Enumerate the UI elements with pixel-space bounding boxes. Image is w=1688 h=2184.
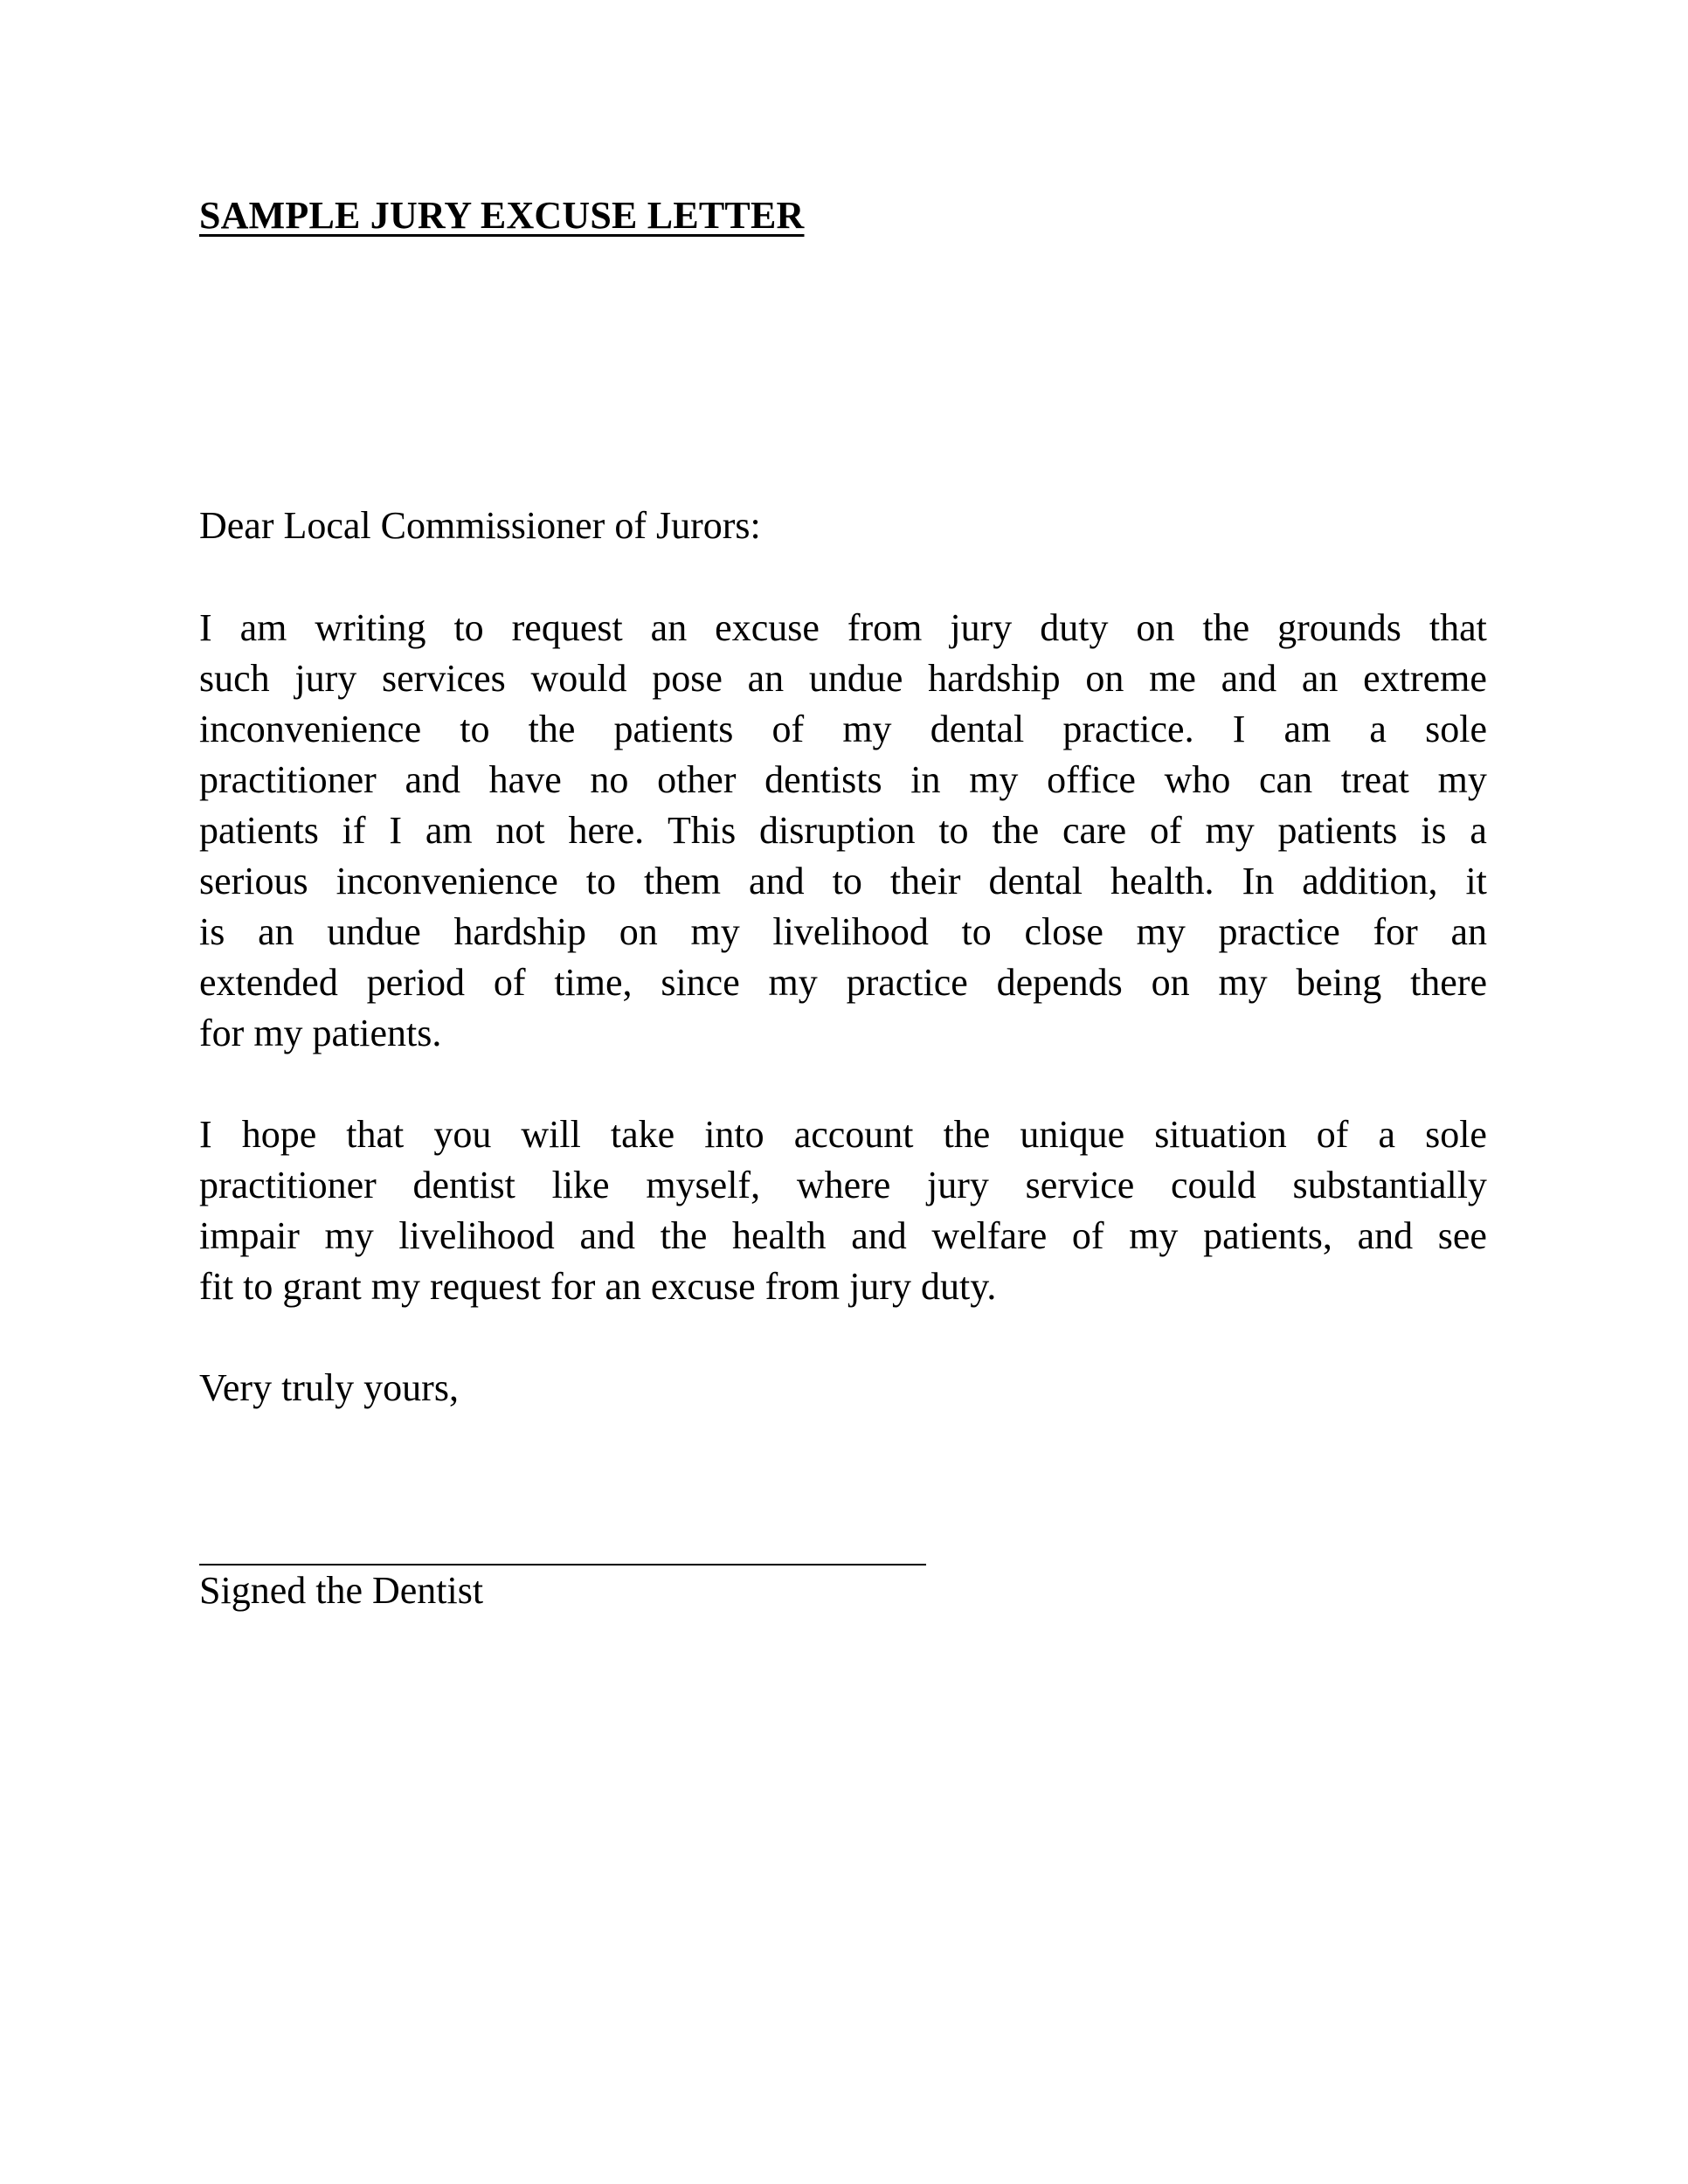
word: on — [1136, 606, 1175, 649]
word: sole — [1425, 708, 1487, 750]
word: jury — [294, 657, 357, 700]
word: to — [460, 708, 490, 750]
word: and — [1357, 1214, 1414, 1257]
word: not — [495, 809, 545, 852]
word: serious — [199, 860, 308, 902]
word: if — [342, 809, 366, 852]
paragraph-line — [199, 755, 1487, 805]
word: that — [1429, 606, 1487, 649]
word: of — [1316, 1113, 1349, 1156]
word: jury — [849, 1265, 912, 1308]
word: there — [1410, 961, 1487, 1004]
word: my — [1205, 809, 1255, 852]
word: livelihood — [772, 910, 929, 953]
word: I — [1232, 708, 1246, 750]
word: to — [961, 910, 992, 953]
word: their — [889, 860, 961, 902]
word: see — [1437, 1214, 1487, 1257]
word: practice. — [1062, 708, 1194, 750]
word: where — [796, 1164, 891, 1206]
word: substantially — [1292, 1164, 1487, 1206]
word: of — [493, 961, 526, 1004]
word: of — [1071, 1214, 1104, 1257]
word: take — [610, 1113, 675, 1156]
paragraph-line — [199, 603, 1487, 653]
word: jury — [927, 1164, 989, 1206]
word: the — [992, 809, 1040, 852]
word: I — [389, 809, 403, 852]
word: from — [847, 606, 923, 649]
word: my — [1218, 961, 1268, 1004]
word: a — [1378, 1113, 1396, 1156]
word: dental — [988, 860, 1083, 902]
word: This — [668, 809, 737, 852]
word: to — [585, 860, 617, 902]
word: health. — [1110, 860, 1214, 902]
paragraph-line — [199, 907, 1487, 957]
word: treat — [1340, 758, 1409, 801]
paragraph-line — [199, 856, 1487, 907]
word: an — [605, 1265, 641, 1308]
word: will — [521, 1113, 581, 1156]
word: from — [764, 1265, 841, 1308]
paragraph-line — [199, 805, 1487, 856]
word: my — [1437, 758, 1487, 801]
paragraph-line — [199, 1261, 1487, 1312]
letter-closing: Very truly yours, — [199, 1366, 459, 1409]
word: excuse — [715, 606, 820, 649]
paragraph-line — [199, 1109, 1487, 1160]
word: request — [429, 1265, 542, 1308]
word: patients — [199, 809, 319, 852]
word: an — [258, 910, 294, 953]
word: time, — [554, 961, 633, 1004]
word: can — [1259, 758, 1313, 801]
word: excuse — [650, 1265, 756, 1308]
word: extended — [199, 961, 338, 1004]
word: and — [405, 758, 460, 801]
word: no — [590, 758, 629, 801]
word: the — [528, 708, 576, 750]
paragraph-line — [199, 1211, 1487, 1261]
word: grant — [282, 1265, 362, 1308]
word: service — [1025, 1164, 1135, 1206]
word: inconvenience — [336, 860, 558, 902]
word: sole — [1425, 1113, 1487, 1156]
word: close — [1024, 910, 1103, 953]
signature-label: Signed the Dentist — [199, 1569, 484, 1612]
word: my — [1129, 1214, 1179, 1257]
paragraph-line — [199, 653, 1487, 704]
word: being — [1296, 961, 1382, 1004]
word: a — [1369, 708, 1387, 750]
word: them — [644, 860, 722, 902]
word: my — [253, 1012, 303, 1054]
word: is — [199, 910, 225, 953]
word: practice — [846, 961, 968, 1004]
word: grounds — [1277, 606, 1401, 649]
word: patients. — [312, 1012, 442, 1054]
word: would — [530, 657, 627, 700]
word: am — [239, 606, 287, 649]
word: I — [199, 606, 212, 649]
word: undue — [808, 657, 903, 700]
word: for — [550, 1265, 596, 1308]
word: my — [370, 1265, 420, 1308]
word: welfare — [931, 1214, 1048, 1257]
word: other — [657, 758, 737, 801]
word: on — [1085, 657, 1124, 700]
word: for — [199, 1012, 245, 1054]
word: dentist — [412, 1164, 515, 1206]
body-paragraph-2 — [199, 1109, 1487, 1312]
word: and — [579, 1214, 635, 1257]
word: patients, — [1203, 1214, 1332, 1257]
word: am — [1283, 708, 1332, 750]
word: dental — [930, 708, 1025, 750]
word: on — [619, 910, 658, 953]
word: account — [793, 1113, 914, 1156]
word: situation — [1154, 1113, 1287, 1156]
word: undue — [327, 910, 421, 953]
word: patients — [613, 708, 734, 750]
word: have — [488, 758, 562, 801]
word: my — [690, 910, 740, 953]
word: it — [1465, 860, 1487, 902]
word: hardship — [928, 657, 1061, 700]
body-paragraph-1 — [199, 603, 1487, 1059]
word: patients — [1277, 809, 1398, 852]
word: the — [1202, 606, 1250, 649]
word: writing — [315, 606, 426, 649]
word: to — [832, 860, 862, 902]
word: an — [747, 657, 785, 700]
word: In — [1242, 860, 1275, 902]
word: to — [938, 809, 969, 852]
word: to — [453, 606, 484, 649]
word: is — [1421, 809, 1447, 852]
word: my — [1136, 910, 1186, 953]
word: request — [511, 606, 623, 649]
word: on — [1151, 961, 1190, 1004]
word: health — [732, 1214, 827, 1257]
word: fit — [199, 1265, 234, 1308]
word: office — [1047, 758, 1136, 801]
word: dentists — [764, 758, 882, 801]
paragraph-line — [199, 1160, 1487, 1211]
word: depends — [996, 961, 1123, 1004]
word: you — [433, 1113, 492, 1156]
word: duty. — [921, 1265, 997, 1308]
word: services — [382, 657, 506, 700]
word: inconvenience — [199, 708, 422, 750]
word: practitioner — [199, 1164, 377, 1206]
word: an — [1301, 657, 1339, 700]
word: such — [199, 657, 270, 700]
word: since — [661, 961, 740, 1004]
word: myself, — [646, 1164, 761, 1206]
word: extreme — [1363, 657, 1487, 700]
letter-title: SAMPLE JURY EXCUSE LETTER — [199, 194, 805, 237]
word: that — [346, 1113, 405, 1156]
word: and — [851, 1214, 907, 1257]
word: to — [243, 1265, 273, 1308]
word: I — [199, 1113, 212, 1156]
word: pose — [652, 657, 723, 700]
word: me — [1149, 657, 1196, 700]
paragraph-line — [199, 1008, 1487, 1059]
paragraph-line — [199, 957, 1487, 1008]
word: a — [1470, 809, 1487, 852]
word: addition, — [1302, 860, 1438, 902]
word: my — [969, 758, 1019, 801]
word: could — [1171, 1164, 1256, 1206]
word: who — [1164, 758, 1231, 801]
word: of — [1150, 809, 1182, 852]
word: for — [1373, 910, 1418, 953]
word: practitioner — [199, 758, 377, 801]
word: unique — [1020, 1113, 1125, 1156]
word: my — [768, 961, 818, 1004]
word: the — [943, 1113, 991, 1156]
word: my — [324, 1214, 374, 1257]
word: impair — [199, 1214, 300, 1257]
word: hardship — [453, 910, 587, 953]
word: in — [910, 758, 941, 801]
word: of — [771, 708, 805, 750]
word: jury — [950, 606, 1013, 649]
paragraph-line — [199, 704, 1487, 755]
word: am — [425, 809, 473, 852]
word: like — [551, 1164, 610, 1206]
word: disruption — [759, 809, 916, 852]
word: an — [650, 606, 688, 649]
word: care — [1062, 809, 1127, 852]
word: duty — [1040, 606, 1109, 649]
word: livelihood — [398, 1214, 555, 1257]
word: period — [366, 961, 466, 1004]
word: hope — [241, 1113, 317, 1156]
word: practice — [1218, 910, 1340, 953]
letter-greeting: Dear Local Commissioner of Jurors: — [199, 504, 761, 547]
word: into — [704, 1113, 764, 1156]
word: the — [660, 1214, 708, 1257]
word: here. — [568, 809, 645, 852]
word: and — [749, 860, 805, 902]
word: and — [1221, 657, 1277, 700]
word: an — [1450, 910, 1487, 953]
word: my — [842, 708, 892, 750]
